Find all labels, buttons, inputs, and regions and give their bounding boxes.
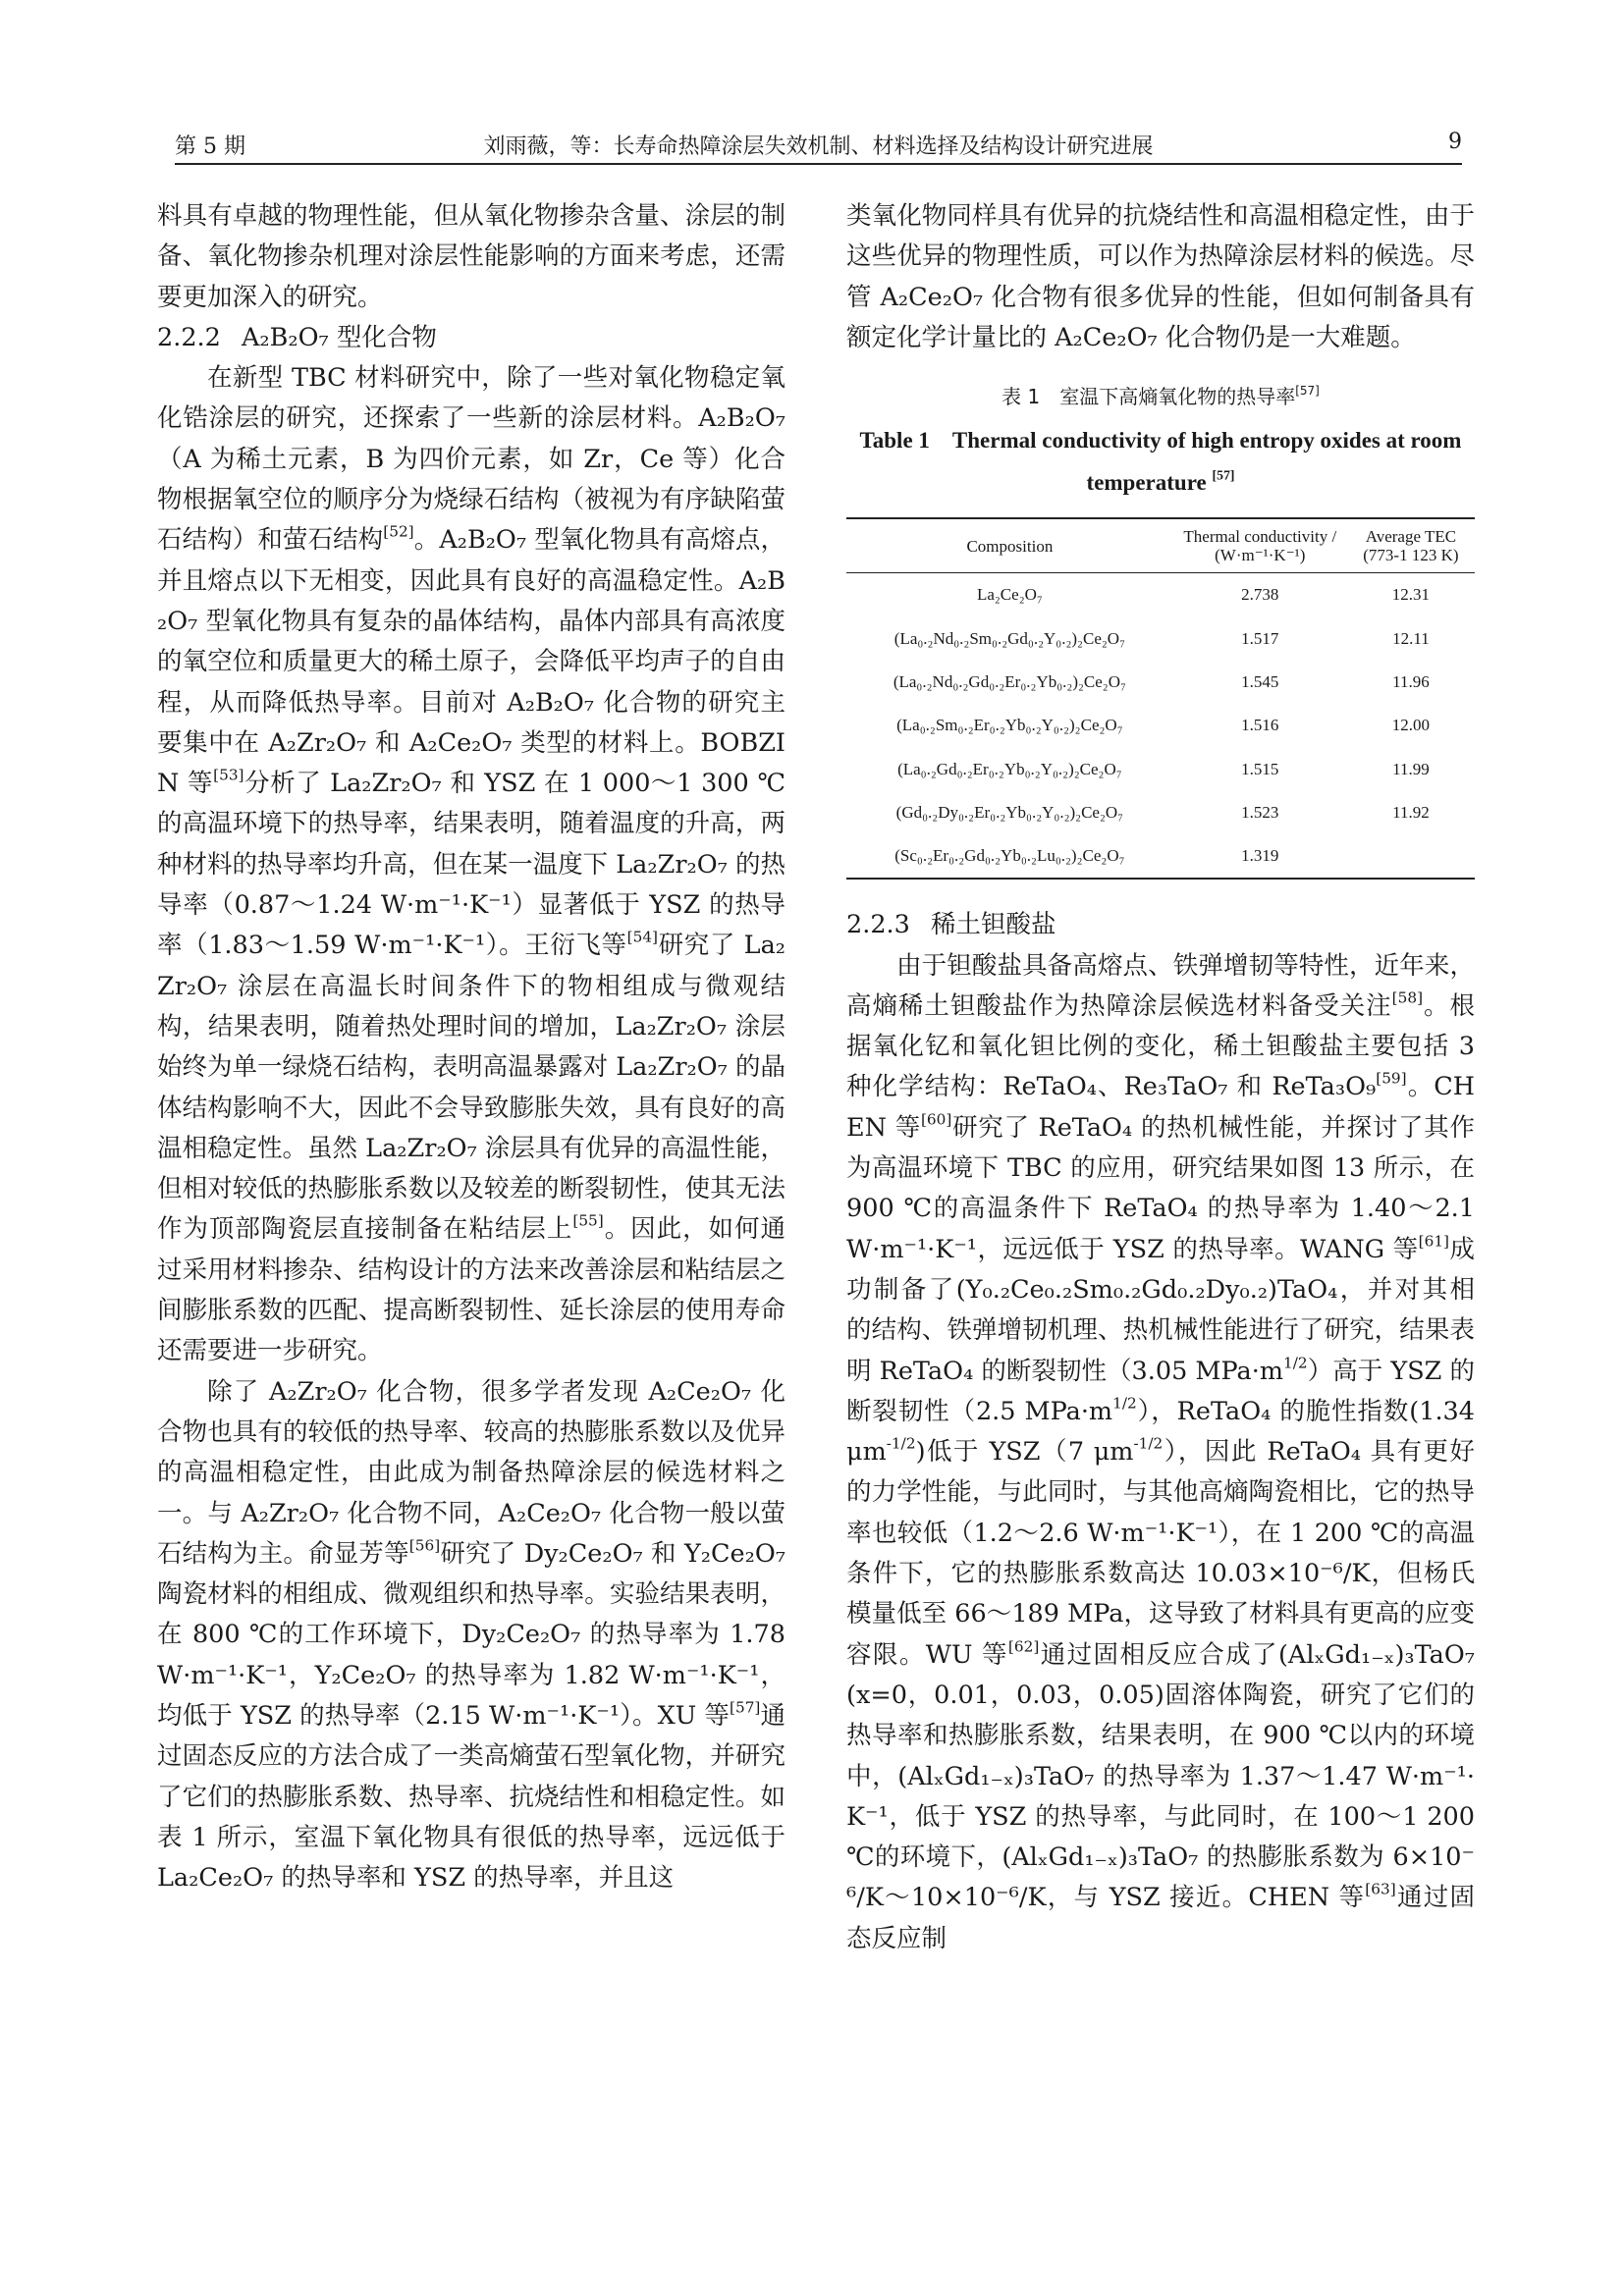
table-header-cell: Composition [966, 536, 1054, 556]
paragraph: 由于钽酸盐具备高熔点、铁弹增韧等特性，近年来，高熵稀土钽酸盐作为热障涂层候选材料备受关注[58]。根据氧化钇和氧化钽比例的变化，稀土钽酸盐主要包括 3 种化学结构：ReTaO₄、Re₃TaO₇ 和 ReTa₃O₉[59]。CHEN 等[60]研究了 ReTaO₄ 的热机械性能，并探讨了其作为高温环境下 TBC 的应用，研究结果如图 13 所示，在 900 ℃的高温条件下 ReTaO₄ 的热导率为 1.40～2.1 W·m⁻¹·K⁻¹，远远低于 YSZ 的热导率。WANG 等[61]成功制备了(Y₀.₂Ce₀.₂Sm₀.₂Gd₀.₂Dy₀.₂)TaO₄，并对其相的结构、铁弹增韧机理、热机械性能进行了研究，结果表明 ReTaO₄ 的断裂韧性（3.05 $MPa\cdot m^{1/2}$）高于 YSZ 的断裂韧性（2.5 $MPa\cdot m^{1/2}$），ReTaO₄ 的脆性指数(1.34 $\mu m^{-1/2}$)低于 YSZ（7 $\mu m^{-1/2}$），因此 ReTaO₄ 具有更好的力学性能，与此同时，与其他高熵陶瓷相比，它的热导率也较低（1.2～2.6 W·m⁻¹·K⁻¹），在 1 200 ℃的高温条件下，它的热膨胀系数高达 10.03×10⁻⁶/K，但杨氏模量低至 66～189 MPa，这导致了材料具有更高的应变容限。WU 等[62]通过固相反应合成了(AlₓGd₁₋ₓ)₃TaO₇(x=0，0.01，0.03，0.05)固溶体陶瓷，研究了它们的热导率和热膨胀系数，结果表明，在 900 ℃以内的环境中，(AlₓGd₁₋ₓ)₃TaO₇ 的热导率为 1.37～1.47 W·m⁻¹·K⁻¹，低于 YSZ 的热导率，与此同时，在 100～1 200 ℃的环境下，(AlₓGd₁₋ₓ)₃TaO₇ 的热膨胀系数为 6×10⁻⁶/K～10×10⁻⁶/K，与 YSZ 接近。CHEN 等[63]通过固态反应制 [846, 950, 1476, 1953]
tec-cell: 11.92 [1392, 802, 1430, 822]
running-header [175, 124, 1462, 165]
running-title: 刘雨薇，等：长寿命热障涂层失效机制、材料选择及结构设计研究进展 [483, 134, 1154, 159]
table-caption-cn: 表 1 室温下高熵氧化物的热导率[57] [1001, 384, 1320, 409]
composition-cell: (Sc₀.₂Er₀.₂Gd₀.₂Yb₀.₂Lu₀.₂)₂Ce₂O₇ [894, 846, 1125, 866]
tec-cell: 12.31 [1391, 585, 1431, 605]
conductivity-cell: 1.545 [1241, 671, 1279, 691]
page-number: 9 [1448, 130, 1462, 154]
conductivity-cell: 1.319 [1241, 846, 1279, 866]
composition-cell: (La₀.₂Sm₀.₂Er₀.₂Yb₀.₂Y₀.₂)₂Ce₂O₇ [896, 716, 1123, 735]
table-header-row [846, 518, 1475, 573]
table-row [846, 704, 1475, 747]
section-heading [157, 318, 785, 358]
conductivity-cell: 2.738 [1241, 585, 1279, 605]
tec-cell: 11.96 [1392, 671, 1430, 691]
paragraph: 在新型 TBC 材料研究中，除了一些对氧化物稳定氧化锆涂层的研究，还探索了一些新的涂层材料。A₂B₂O₇（A 为稀土元素，B 为四价元素，如 Zr，Ce 等）化合物根据氧空位的顺序分为烧绿石结构（被视为有序缺陷萤石结构）和萤石结构[52]。A₂B₂O₇ 型氧化物具有高熔点，并且熔点以下无相变，因此具有良好的高温稳定性。A₂B₂O₇ 型氧化物具有复杂的晶体结构，晶体内部具有高浓度的氧空位和质量更大的稀土原子，会降低平均声子的自由程，从而降低热导率。目前对 A₂B₂O₇ 化合物的研究主要集中在 A₂Zr₂O₇ 和 A₂Ce₂O₇ 类型的材料上。BOBZIN 等[53]分析了 La₂Zr₂O₇ 和 YSZ 在 1 000～1 300 ℃的高温环境下的热导率，结果表明，随着温度的升高，两种材料的热导率均升高，但在某一温度下 La₂Zr₂O₇ 的热导率（0.87～1.24 W·m⁻¹·K⁻¹）显著低于 YSZ 的热导率（1.83～1.59 W·m⁻¹·K⁻¹）。王衍飞等[54]研究了 La₂Zr₂O₇ 涂层在高温长时间条件下的物相组成与微观结构，结果表明，随着热处理时间的增加，La₂Zr₂O₇ 涂层始终为单一绿烧石结构，表明高温暴露对 La₂Zr₂O₇ 的晶体结构影响不大，因此不会导致膨胀失效，具有良好的高温相稳定性。虽然 La₂Zr₂O₇ 涂层具有优异的高温性能，但相对较低的热膨胀系数以及较差的断裂韧性，使其无法作为顶部陶瓷层直接制备在粘结层上[55]。因此，如何通过采用材料掺杂、结构设计的方法来改善涂层和粘结层之间膨胀系数的匹配、提高断裂韧性、延长涂层的使用寿命还需要进一步研究。 [157, 363, 785, 1366]
table-row [846, 573, 1475, 617]
table-row [846, 616, 1475, 660]
composition-cell: (Gd₀.₂Dy₀.₂Er₀.₂Yb₀.₂Y₀.₂)₂Ce₂O₇ [895, 802, 1124, 822]
table-row [846, 834, 1475, 879]
tec-cell: 11.99 [1392, 759, 1430, 778]
section-title: 稀土钽酸盐 [931, 910, 1056, 940]
tec-cell [1347, 834, 1475, 879]
composition-cell: (La₀.₂Nd₀.₂Gd₀.₂Er₀.₂Yb₀.₂)₂Ce₂O₇ [893, 671, 1126, 691]
section-number: 2.2.3 [846, 910, 910, 940]
composition-cell: (La₀.₂Gd₀.₂Er₀.₂Yb₀.₂Y₀.₂)₂Ce₂O₇ [897, 759, 1122, 778]
paragraph: 除了 A₂Zr₂O₇ 化合物，很多学者发现 A₂Ce₂O₇ 化合物也具有的较低的热导率、较高的热膨胀系数以及优异的高温相稳定性，由此成为制备热障涂层的候选材料之一。与 A₂Zr₂O₇ 化合物不同，A₂Ce₂O₇ 化合物一般以萤石结构为主。俞显芳等[56]研究了 Dy₂Ce₂O₇ 和 Y₂Ce₂O₇ 陶瓷材料的相组成、微观组织和热导率。实验结果表明，在 800 ℃的工作环境下，Dy₂Ce₂O₇ 的热导率为 1.78 W·m⁻¹·K⁻¹，Y₂Ce₂O₇ 的热导率为 1.82 W·m⁻¹·K⁻¹，均低于 YSZ 的热导率（2.15 W·m⁻¹·K⁻¹）。XU 等[57]通过固态反应的方法合成了一类高熵萤石型氧化物，并研究了它们的热膨胀系数、热导率、抗烧结性和相稳定性。如表 1 所示，室温下氧化物具有很低的热导率，远远低于 La₂Ce₂O₇ 的热导率和 YSZ 的热导率，并且这 [157, 1376, 785, 1894]
composition-cell: La₂Ce₂O₇ [976, 585, 1043, 605]
paragraph: 类氧化物同样具有优异的抗烧结性和高温相稳定性，由于这些优异的物理性质，可以作为热障涂层材料的候选。尽管 A₂Ce₂O₇ 化合物有很多优异的性能，但如何制备具有额定化学计量比的 A₂Ce₂O₇ 化合物仍是一大难题。 [846, 201, 1475, 352]
data-table [846, 517, 1475, 880]
right-column [846, 196, 1475, 1959]
issue-number: 第 5 期 [175, 134, 245, 159]
table-row [846, 661, 1475, 704]
section-title: A₂B₂O₇ 型化合物 [242, 322, 437, 352]
table-caption-en: Table 1 Thermal conductivity of high entropy oxides at room temperature [57] [859, 428, 1462, 496]
conductivity-cell: 1.523 [1241, 802, 1279, 822]
table-header-cell: Average TEC (773-1 123 K) [1363, 527, 1459, 565]
conductivity-cell: 1.517 [1241, 628, 1279, 648]
table-row [846, 791, 1475, 834]
composition-cell: (La₀.₂Nd₀.₂Sm₀.₂Gd₀.₂Y₀.₂)₂Ce₂O₇ [893, 628, 1126, 648]
conductivity-cell: 1.515 [1241, 759, 1279, 778]
tec-cell: 12.11 [1392, 628, 1430, 648]
left-column [157, 196, 785, 1898]
tec-cell: 12.00 [1391, 716, 1431, 735]
section-heading [846, 905, 1475, 945]
conductivity-cell: 1.516 [1241, 716, 1279, 735]
table-row [846, 747, 1475, 790]
paragraph: 料具有卓越的物理性能，但从氧化物掺杂含量、涂层的制备、氧化物掺杂机理对涂层性能影响的方面来考虑，还需要更加深入的研究。 [157, 201, 785, 312]
section-number: 2.2.2 [157, 322, 221, 352]
table-header-cell: Thermal conductivity / (W·m⁻¹·K⁻¹) [1183, 527, 1337, 565]
